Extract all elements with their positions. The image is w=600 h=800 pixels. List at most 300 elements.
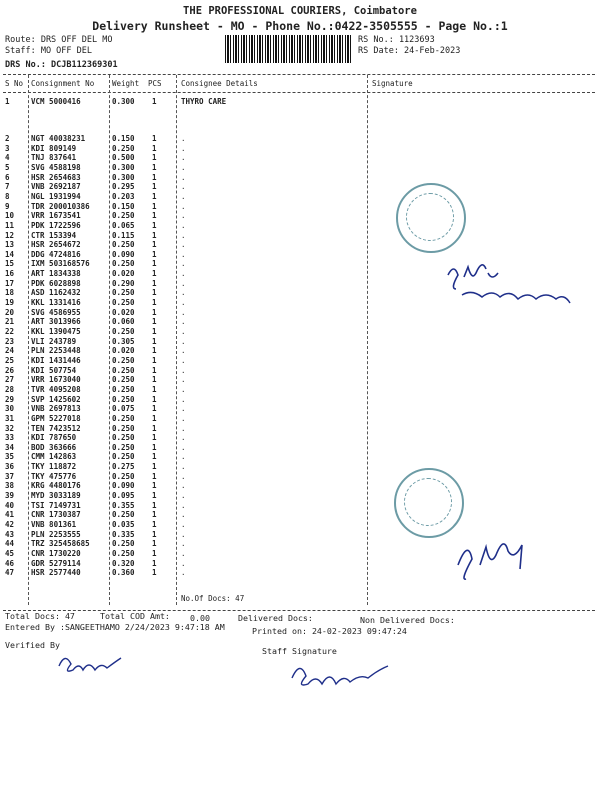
col-consignment-header: Consignment No: [31, 79, 95, 88]
row-sno: 25: [5, 355, 15, 365]
consignment-number: PLN 2253555: [31, 529, 81, 539]
row-weight: 0.020: [112, 269, 135, 279]
consignment-number: TKY 118872: [31, 462, 77, 472]
row-weight: 0.355: [112, 500, 135, 510]
consignee-details: .: [181, 317, 186, 327]
row-sno: 16: [5, 269, 15, 279]
consignee-details: .: [181, 134, 186, 143]
rs-number: RS No.: 1123693: [358, 35, 435, 45]
consignee-details: .: [181, 491, 186, 501]
consignment-number: KDI 507754: [31, 365, 77, 375]
row-weight: 0.250: [112, 384, 135, 394]
row-sno: 9: [5, 201, 10, 211]
row-pcs: 1: [152, 413, 157, 423]
consignment-number: SVG 4586955: [31, 307, 81, 317]
table-row: [0, 395, 600, 404]
total-cod-label: Total COD Amt:: [100, 611, 170, 621]
consignment-number: TEN 7423512: [31, 423, 81, 433]
col-sno-header: S No: [5, 79, 24, 88]
consignee-details: .: [181, 240, 186, 250]
consignee-details: .: [181, 269, 186, 279]
row-weight: 0.250: [112, 423, 135, 433]
consignee-details: .: [181, 423, 186, 433]
row-sno: 3: [5, 143, 10, 153]
row-pcs: 1: [152, 307, 157, 317]
consignment-number: KKL 1390475: [31, 327, 81, 336]
row-sno: 38: [5, 481, 15, 491]
consignee-details: .: [181, 404, 186, 414]
row-sno: 12: [5, 230, 15, 240]
consignee-details: .: [181, 481, 186, 491]
row-weight: 0.290: [112, 278, 135, 288]
consignment-number: KDI 1431446: [31, 355, 81, 365]
row-pcs: 1: [152, 153, 157, 163]
consignment-number: ASD 1162432: [31, 288, 81, 298]
row-pcs: 1: [152, 201, 157, 211]
row-sno: 36: [5, 462, 15, 472]
table-row: [0, 211, 600, 220]
delivered-docs: Delivered Docs:: [238, 613, 313, 623]
row-sno: 14: [5, 249, 15, 259]
row-pcs: 1: [152, 365, 157, 375]
consignee-details: .: [181, 568, 186, 578]
consignment-number: KRG 4480176: [31, 481, 81, 491]
row-weight: 0.250: [112, 288, 135, 298]
consignment-number: VNB 2697813: [31, 404, 81, 414]
row-sno: 15: [5, 259, 15, 269]
row-pcs: 1: [152, 97, 157, 106]
consignee-details: .: [181, 452, 186, 462]
consignee-details: .: [181, 249, 186, 259]
row-sno: 11: [5, 220, 15, 230]
staff-label: Staff: MO OFF DEL: [5, 46, 92, 56]
row-weight: 0.250: [112, 394, 135, 404]
row-pcs: 1: [152, 355, 157, 365]
consignee-details: .: [181, 143, 186, 153]
table-row: [0, 317, 600, 326]
verified-by: Verified By: [5, 640, 60, 650]
consignment-number: VRR 1673541: [31, 211, 81, 221]
row-weight: 0.090: [112, 481, 135, 491]
consignment-number: TSI 7149731: [31, 500, 81, 510]
table-row: [0, 424, 600, 433]
row-sno: 32: [5, 423, 15, 433]
runsheet-title: Delivery Runsheet - MO - Phone No.:0422-3505555 - Page No.:1: [92, 19, 508, 33]
row-weight: 0.275: [112, 462, 135, 472]
table-header-rule: [3, 92, 595, 93]
no-of-docs: No.Of Docs: 47: [181, 594, 245, 603]
row-pcs: 1: [152, 143, 157, 153]
drs-number: DRS No.: DCJB112369301: [5, 60, 118, 70]
consignee-details: .: [181, 442, 186, 452]
consignment-number: KKL 1331416: [31, 298, 81, 308]
row-sno: 18: [5, 288, 15, 298]
row-weight: 0.250: [112, 143, 135, 153]
consignee-details: .: [181, 327, 186, 336]
row-weight: 0.250: [112, 452, 135, 462]
row-sno: 30: [5, 404, 15, 414]
row-sno: 29: [5, 394, 15, 404]
table-row: [0, 375, 600, 384]
row-pcs: 1: [152, 462, 157, 472]
consignment-number: HSR 2654683: [31, 172, 81, 182]
total-cod-amount: 0.00: [190, 613, 210, 623]
table-row: [0, 327, 600, 336]
row-weight: 0.250: [112, 548, 135, 558]
row-weight: 0.250: [112, 413, 135, 423]
table-row: [0, 491, 600, 500]
row-pcs: 1: [152, 336, 157, 346]
row-pcs: 1: [152, 452, 157, 462]
verifier-signature: [55, 648, 125, 676]
consignment-number: TVR 4095208: [31, 384, 81, 394]
row-pcs: 1: [152, 317, 157, 327]
table-row: [0, 202, 600, 211]
consignment-number: CNR 1730387: [31, 510, 81, 520]
row-pcs: 1: [152, 423, 157, 433]
consignee-details: .: [181, 336, 186, 346]
company-name: THE PROFESSIONAL COURIERS, Coimbatore: [183, 5, 417, 17]
consignment-number: PDK 6028898: [31, 278, 81, 288]
row-weight: 0.250: [112, 471, 135, 481]
consignee-details: .: [181, 548, 186, 558]
table-row: [0, 385, 600, 394]
row-sno: 46: [5, 558, 15, 568]
row-sno: 21: [5, 317, 15, 327]
consignee-details: .: [181, 259, 186, 269]
consignee-details: .: [181, 220, 186, 230]
row-pcs: 1: [152, 394, 157, 404]
table-row: [0, 346, 600, 355]
row-pcs: 1: [152, 182, 157, 192]
consignee-details: .: [181, 307, 186, 317]
consignment-number: DDG 4724816: [31, 249, 81, 259]
consignment-number: TKY 475776: [31, 471, 77, 481]
col-signature-header: Signature: [372, 79, 413, 88]
table-top-rule: [3, 74, 595, 75]
table-row: [0, 134, 600, 143]
rs-date: RS Date: 24-Feb-2023: [358, 46, 461, 56]
consignee-details: .: [181, 346, 186, 356]
row-sno: 37: [5, 471, 15, 481]
consignee-details: .: [181, 211, 186, 221]
col-consignee-header: Consignee Details: [181, 79, 258, 88]
row-pcs: 1: [152, 529, 157, 539]
row-pcs: 1: [152, 404, 157, 414]
row-pcs: 1: [152, 442, 157, 452]
table-row: [0, 520, 600, 529]
table-row: [0, 443, 600, 452]
row-sno: 33: [5, 433, 15, 443]
row-sno: 35: [5, 452, 15, 462]
row-pcs: 1: [152, 548, 157, 558]
row-sno: 45: [5, 548, 15, 558]
row-pcs: 1: [152, 259, 157, 269]
total-docs: Total Docs: 47: [5, 611, 75, 621]
route-label: Route: DRS OFF DEL MO: [5, 35, 113, 45]
table-row: [0, 433, 600, 442]
row-weight: 0.500: [112, 153, 135, 163]
row-sno: 27: [5, 375, 15, 385]
consignee-details: .: [181, 172, 186, 182]
row-weight: 0.300: [112, 162, 135, 172]
consignment-number: NGL 1931994: [31, 191, 81, 201]
consignee-details: .: [181, 394, 186, 404]
row-pcs: 1: [152, 288, 157, 298]
staff-signature: [288, 656, 398, 692]
table-row: [0, 173, 600, 182]
consignee-details: THYRO CARE: [181, 97, 227, 106]
consignee-details: .: [181, 153, 186, 163]
row-sno: 43: [5, 529, 15, 539]
consignment-number: VNB 801361: [31, 520, 77, 529]
row-sno: 2: [5, 134, 10, 143]
row-pcs: 1: [152, 278, 157, 288]
consignee-details: .: [181, 413, 186, 423]
row-pcs: 1: [152, 346, 157, 356]
consignment-number: HSR 2577440: [31, 568, 81, 578]
row-sno: 44: [5, 539, 15, 549]
row-sno: 23: [5, 336, 15, 346]
row-weight: 0.300: [112, 97, 135, 106]
printed-on: Printed on: 24-02-2023 09:47:24: [252, 626, 407, 636]
table-row: [0, 221, 600, 230]
table-row: [0, 366, 600, 375]
row-sno: 31: [5, 413, 15, 423]
consignee-details: .: [181, 471, 186, 481]
table-row: [0, 192, 600, 201]
table-row: [0, 414, 600, 423]
consignee-details: .: [181, 162, 186, 172]
consignee-details: .: [181, 462, 186, 472]
consignment-number: HSR 2654672: [31, 240, 81, 250]
consignee-details: .: [181, 278, 186, 288]
row-weight: 0.250: [112, 433, 135, 443]
entered-by: Entered By :SANGEETHAMO 2/24/2023 9:47:18 AM: [5, 622, 225, 632]
row-weight: 0.250: [112, 211, 135, 221]
consignee-details: .: [181, 529, 186, 539]
row-pcs: 1: [152, 491, 157, 501]
consignee-details: .: [181, 191, 186, 201]
consignee-signature: [440, 255, 590, 315]
table-row: [0, 231, 600, 240]
table-row: [0, 182, 600, 191]
consignee-details: .: [181, 500, 186, 510]
barcode: [225, 35, 353, 63]
row-pcs: 1: [152, 558, 157, 568]
staff-signature-label: Staff Signature: [262, 646, 337, 656]
row-weight: 0.250: [112, 442, 135, 452]
consignment-number: KDI 809149: [31, 143, 77, 153]
table-row: [0, 501, 600, 510]
row-weight: 0.250: [112, 327, 135, 336]
consignee-details: .: [181, 558, 186, 568]
row-weight: 0.150: [112, 134, 135, 143]
consignment-number: PLN 2253448: [31, 346, 81, 356]
table-row: [0, 337, 600, 346]
table-row: [0, 153, 600, 162]
row-pcs: 1: [152, 471, 157, 481]
consignment-number: NGT 40038231: [31, 134, 86, 143]
row-weight: 0.300: [112, 172, 135, 182]
row-sno: 5: [5, 162, 10, 172]
row-sno: 41: [5, 510, 15, 520]
row-pcs: 1: [152, 384, 157, 394]
consignee-details: .: [181, 384, 186, 394]
table-row: [0, 404, 600, 413]
consignment-number: IXM 503168576: [31, 259, 90, 269]
row-pcs: 1: [152, 211, 157, 221]
table-row: [0, 481, 600, 490]
consignee-details: .: [181, 539, 186, 549]
row-weight: 0.305: [112, 336, 135, 346]
row-pcs: 1: [152, 134, 157, 143]
row-weight: 0.250: [112, 365, 135, 375]
row-weight: 0.060: [112, 317, 135, 327]
row-sno: 8: [5, 191, 10, 201]
row-pcs: 1: [152, 249, 157, 259]
row-weight: 0.360: [112, 568, 135, 578]
row-sno: 34: [5, 442, 15, 452]
row-sno: 28: [5, 384, 15, 394]
row-pcs: 1: [152, 327, 157, 336]
consignment-number: TDR 200010386: [31, 201, 90, 211]
row-weight: 0.250: [112, 355, 135, 365]
row-sno: 20: [5, 307, 15, 317]
row-pcs: 1: [152, 375, 157, 385]
consignment-number: VLI 243789: [31, 336, 77, 346]
row-pcs: 1: [152, 433, 157, 443]
row-pcs: 1: [152, 510, 157, 520]
consignment-number: GDR 5279114: [31, 558, 81, 568]
row-pcs: 1: [152, 500, 157, 510]
row-sno: 24: [5, 346, 15, 356]
table-row: [0, 240, 600, 249]
row-pcs: 1: [152, 191, 157, 201]
row-weight: 0.115: [112, 230, 135, 240]
non-delivered-docs: Non Delivered Docs:: [360, 615, 455, 625]
thyrocare-stamp: [396, 183, 466, 253]
consignment-number: SVG 4588198: [31, 162, 81, 172]
row-weight: 0.203: [112, 191, 135, 201]
consignment-number: VRR 1673040: [31, 375, 81, 385]
row-weight: 0.150: [112, 201, 135, 211]
consignment-number: TRZ 325458685: [31, 539, 90, 549]
consignee-details: .: [181, 520, 186, 529]
consignment-number: ART 3013966: [31, 317, 81, 327]
row-weight: 0.250: [112, 375, 135, 385]
consignment-number: ART 1834338: [31, 269, 81, 279]
row-weight: 0.250: [112, 510, 135, 520]
row-weight: 0.020: [112, 307, 135, 317]
consignment-number: KDI 787650: [31, 433, 77, 443]
col-weight-header: Weight: [112, 79, 140, 88]
table-row: [0, 472, 600, 481]
row-sno: 6: [5, 172, 10, 182]
row-sno: 1: [5, 97, 10, 106]
row-sno: 17: [5, 278, 15, 288]
consignment-number: MYD 3033189: [31, 491, 81, 501]
row-sno: 13: [5, 240, 15, 250]
row-weight: 0.095: [112, 491, 135, 501]
row-weight: 0.250: [112, 259, 135, 269]
row-sno: 42: [5, 520, 15, 529]
consignment-number: TNJ 837641: [31, 153, 77, 163]
row-weight: 0.065: [112, 220, 135, 230]
row-pcs: 1: [152, 220, 157, 230]
row-sno: 19: [5, 298, 15, 308]
row-pcs: 1: [152, 269, 157, 279]
row-weight: 0.250: [112, 298, 135, 308]
col-pcs-header: PCS: [148, 79, 162, 88]
consignment-number: CMM 142863: [31, 452, 77, 462]
row-weight: 0.035: [112, 520, 135, 529]
consignment-number: PDK 1722596: [31, 220, 81, 230]
row-weight: 0.250: [112, 539, 135, 549]
row-pcs: 1: [152, 172, 157, 182]
row-weight: 0.075: [112, 404, 135, 414]
table-row: [0, 356, 600, 365]
row-pcs: 1: [152, 162, 157, 172]
row-weight: 0.250: [112, 240, 135, 250]
consignee-details: .: [181, 365, 186, 375]
row-sno: 40: [5, 500, 15, 510]
table-row: [0, 144, 600, 153]
consignment-number: GPM 5227018: [31, 413, 81, 423]
row-weight: 0.295: [112, 182, 135, 192]
row-sno: 47: [5, 568, 15, 578]
consignee-signature: [450, 535, 550, 585]
consignee-details: .: [181, 201, 186, 211]
consignee-details: .: [181, 288, 186, 298]
row-sno: 26: [5, 365, 15, 375]
row-weight: 0.020: [112, 346, 135, 356]
row-pcs: 1: [152, 240, 157, 250]
row-sno: 7: [5, 182, 10, 192]
row-weight: 0.090: [112, 249, 135, 259]
row-pcs: 1: [152, 481, 157, 491]
consignment-number: SVP 1425602: [31, 394, 81, 404]
consignee-details: .: [181, 355, 186, 365]
table-row: [0, 510, 600, 519]
table-row: [0, 163, 600, 172]
row-pcs: 1: [152, 230, 157, 240]
row-pcs: 1: [152, 520, 157, 529]
consignment-number: VNB 2692187: [31, 182, 81, 192]
consignee-details: .: [181, 182, 186, 192]
row-sno: 22: [5, 327, 15, 336]
row-sno: 39: [5, 491, 15, 501]
table-row: [0, 97, 600, 106]
row-weight: 0.320: [112, 558, 135, 568]
thyrocare-stamp: [394, 468, 464, 538]
row-pcs: 1: [152, 539, 157, 549]
table-row: [0, 462, 600, 471]
consignee-details: .: [181, 230, 186, 240]
consignment-number: BOD 363666: [31, 442, 77, 452]
row-sno: 4: [5, 153, 10, 163]
consignment-number: CTR 153394: [31, 230, 77, 240]
row-pcs: 1: [152, 298, 157, 308]
row-weight: 0.335: [112, 529, 135, 539]
footer-rule: [3, 610, 595, 611]
consignment-number: VCM 5000416: [31, 97, 81, 106]
row-pcs: 1: [152, 568, 157, 578]
consignee-details: .: [181, 375, 186, 385]
consignee-details: .: [181, 298, 186, 308]
table-row: [0, 452, 600, 461]
row-sno: 10: [5, 211, 15, 221]
